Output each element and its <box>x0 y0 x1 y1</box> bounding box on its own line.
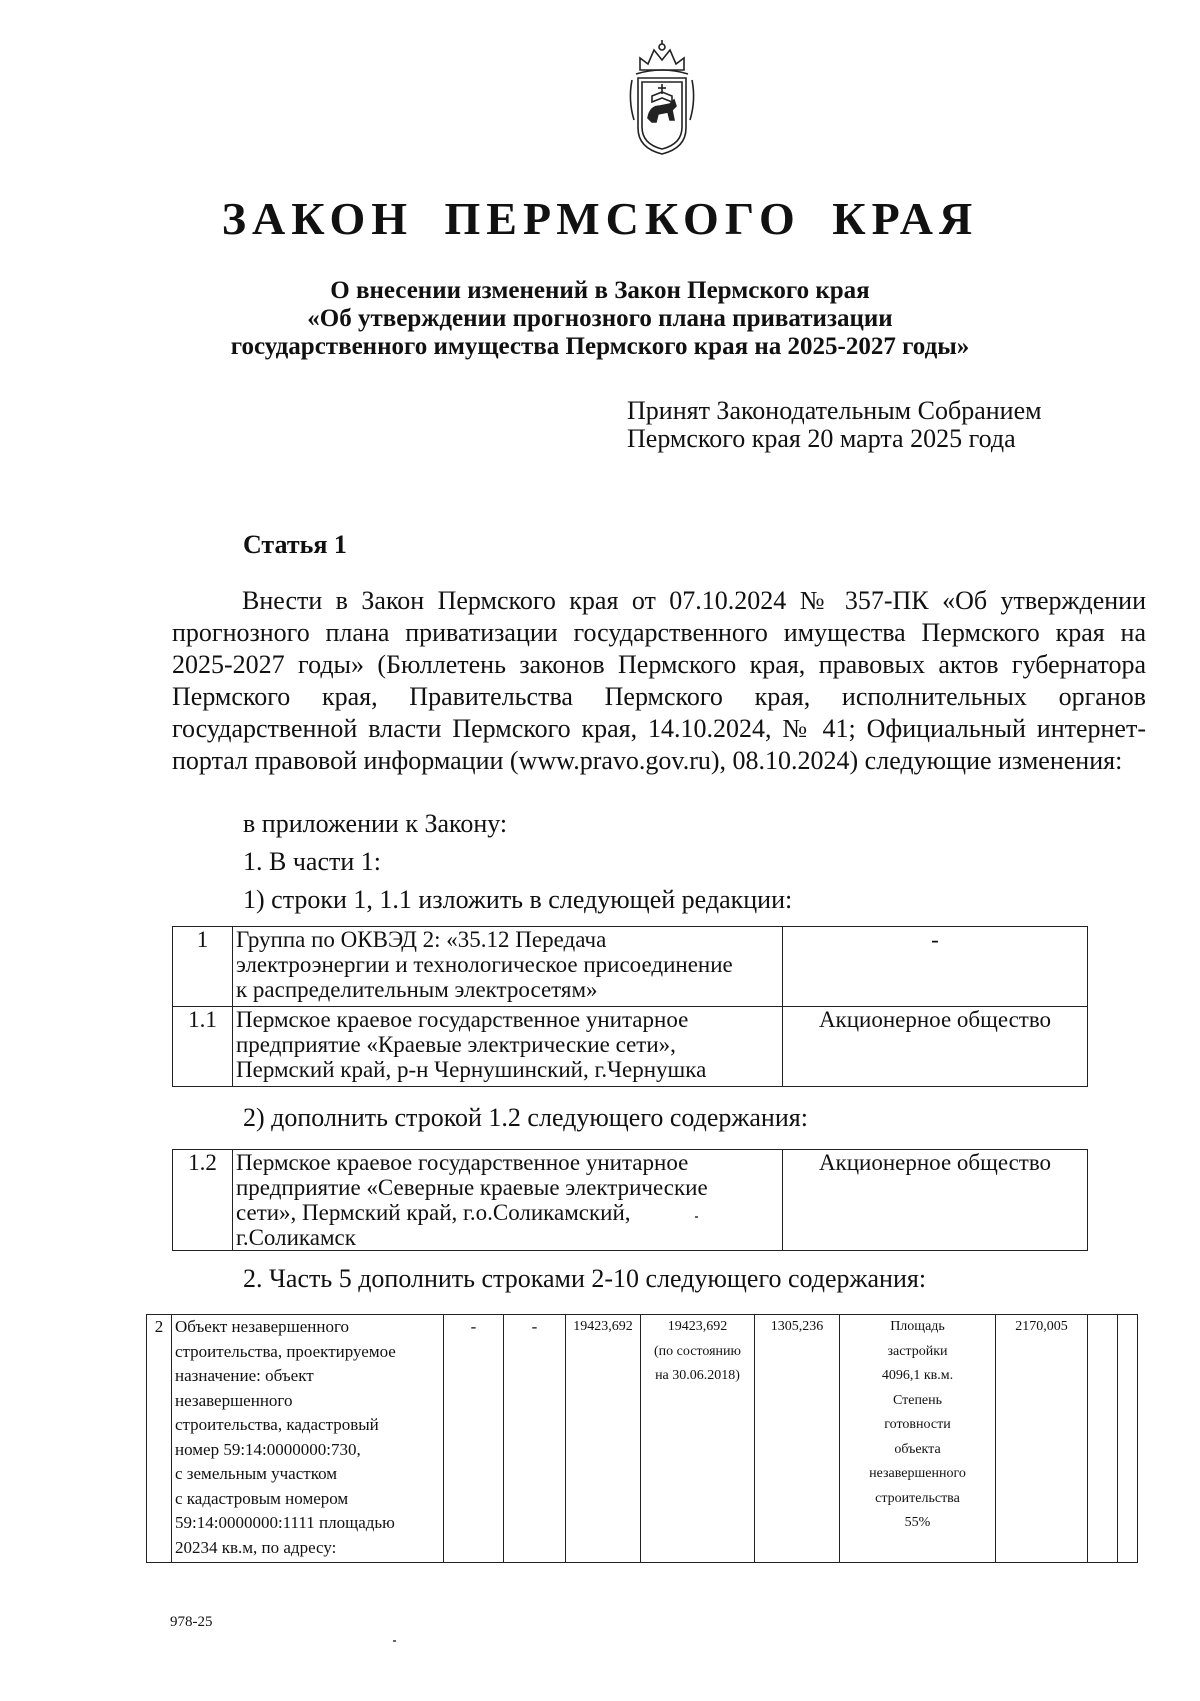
desc-line: с земельным участком <box>175 1464 338 1483</box>
col8-line: застройки <box>887 1343 948 1359</box>
body-paragraph: Внести в Закон Пермского края от 07.10.2024 № 357-ПК «Об утверждении прогнозного плана приватизации государственного имущества Пермского края на 2025-2027 годы» (Бюллетень законов Пермского края, правовых актов губернатора Пермского края, Правительства Пермского края, исполнительных органов государственной власти Пермского края, 14.10.2024, № 41; Официальный интернет-портал правовой информации (www.pravo.gov.ru), 08.10.2024) следующие изменения: <box>172 586 1146 775</box>
adoption-line: Принят Законодательным Собранием <box>627 396 1042 425</box>
desc-line: сети», Пермский край, г.о.Соликамский, <box>236 1200 631 1225</box>
col6-line: (по состоянию <box>654 1343 741 1359</box>
desc-line: незавершенного <box>175 1390 293 1410</box>
row-number: 1.2 <box>173 1150 233 1251</box>
desc-line: 59:14:0000000:1111 площадью <box>175 1513 395 1532</box>
coat-of-arms-emblem <box>626 40 698 158</box>
col8-line: 55% <box>904 1515 931 1530</box>
desc-line: Пермское краевое государственное унитарное <box>236 1150 689 1175</box>
scan-speck <box>393 1640 396 1642</box>
desc-line: с кадастровым номером <box>175 1488 349 1508</box>
row-value: Акционерное общество <box>783 1007 1088 1087</box>
row-description <box>172 1315 444 1563</box>
col11-value <box>1118 1315 1138 1563</box>
row-value: - <box>783 927 1088 1007</box>
scan-speck <box>695 1216 698 1218</box>
table-row <box>173 927 1088 1007</box>
col5-value: 19423,692 <box>566 1315 641 1563</box>
desc-line: 20234 кв.м, по адресу: <box>175 1537 337 1557</box>
row-number: 1 <box>173 927 233 1007</box>
col8-line: Степень <box>892 1392 943 1408</box>
document-number: 978-25 <box>170 1614 213 1630</box>
adoption-line: Пермского края 20 марта 2025 года <box>627 424 1016 453</box>
col7-value: 1305,236 <box>755 1315 840 1563</box>
desc-line: Группа по ОКВЭД 2: «35.12 Передача <box>236 927 607 952</box>
col9-value: 2170,005 <box>996 1315 1088 1563</box>
subtitle-line: государственного имущества Пермского края на 2025-2027 годы» <box>230 333 970 360</box>
col6-value <box>641 1315 755 1563</box>
col8-line: незавершенного <box>869 1466 966 1481</box>
desc-line: предприятие «Северные краевые электрические <box>236 1175 708 1200</box>
desc-line: назначение: объект <box>175 1366 314 1385</box>
table-row <box>173 1150 1088 1251</box>
article-heading: Статья 1 <box>243 530 347 559</box>
appendix-line: в приложении к Закону: <box>243 809 508 838</box>
desc-line: электроэнергии и технологическое присоединение <box>236 952 733 977</box>
desc-line: Пермский край, р-н Чернушинский, г.Чернушка <box>236 1057 707 1082</box>
col4-value: - <box>504 1315 566 1563</box>
col6-line: 19423,692 <box>667 1319 728 1334</box>
table-row <box>173 1007 1088 1087</box>
row-description <box>233 1150 783 1251</box>
desc-line: строительства, проектируемое <box>175 1341 396 1361</box>
row-number: 2 <box>147 1315 172 1563</box>
desc-line: г.Соликамск <box>236 1225 356 1250</box>
table-part5 <box>146 1314 1138 1563</box>
col3-value: - <box>444 1315 504 1563</box>
col8-line: строительства <box>875 1490 960 1506</box>
col8-line: объекта <box>894 1441 941 1457</box>
law-title: ЗАКОН ПЕРМСКОГО КРАЯ <box>221 193 979 244</box>
rows-1-11-line: 1) строки 1, 1.1 изложить в следующей редакции: <box>243 885 793 914</box>
row-description <box>233 927 783 1007</box>
col6-line: на 30.06.2018) <box>655 1368 740 1383</box>
part5-line: 2. Часть 5 дополнить строками 2-10 следующего содержания: <box>243 1264 927 1293</box>
row-12-line: 2) дополнить строкой 1.2 следующего содержания: <box>243 1103 808 1132</box>
table-rows-1-11 <box>172 926 1088 1087</box>
adoption-note <box>627 397 1107 453</box>
row-value: Акционерное общество <box>783 1150 1088 1251</box>
col8-line: 4096,1 кв.м. <box>881 1368 954 1383</box>
col10-value <box>1088 1315 1118 1563</box>
part1-line: 1. В части 1: <box>243 847 381 876</box>
col8-line: Площадь <box>890 1319 945 1334</box>
table-row <box>147 1315 1138 1563</box>
desc-line: Объект незавершенного <box>175 1317 350 1336</box>
law-subtitle <box>150 277 1050 361</box>
col8-line: готовности <box>884 1417 951 1432</box>
desc-line: предприятие «Краевые электрические сети», <box>236 1032 676 1057</box>
row-description <box>233 1007 783 1087</box>
subtitle-line: «Об утверждении прогнозного плана приватизации <box>307 305 893 332</box>
subtitle-line: О внесении изменений в Закон Пермского края <box>330 277 870 304</box>
desc-line: к распределительным электросетям» <box>236 977 598 1002</box>
table-row-12 <box>172 1149 1088 1251</box>
desc-line: Пермское краевое государственное унитарное <box>236 1007 689 1032</box>
desc-line: строительства, кадастровый <box>175 1415 379 1434</box>
row-number: 1.1 <box>173 1007 233 1087</box>
col8-value <box>840 1315 996 1563</box>
desc-line: номер 59:14:0000000:730, <box>175 1439 361 1459</box>
